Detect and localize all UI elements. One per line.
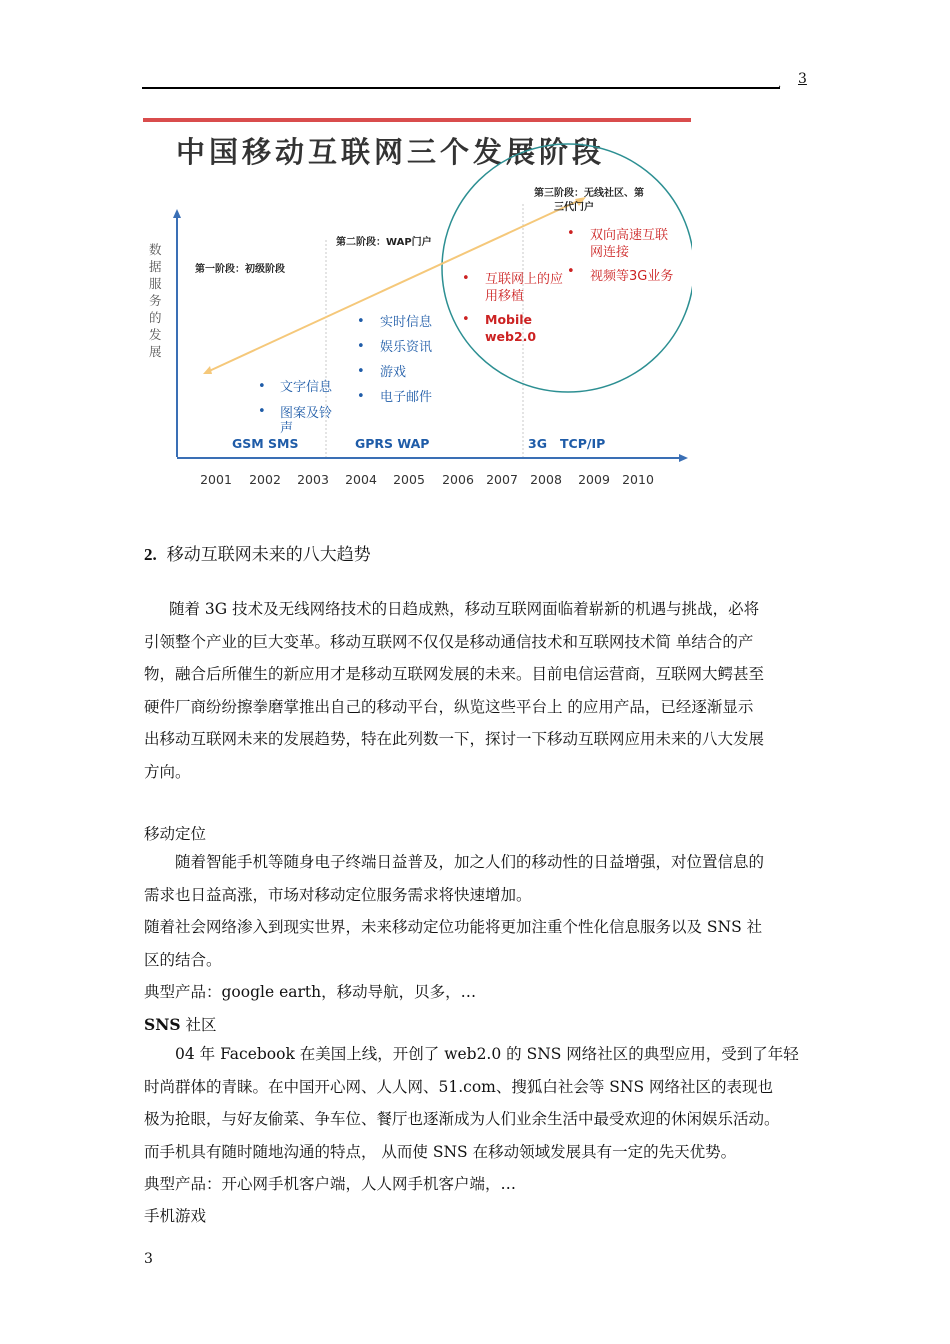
bullet-dot: • (462, 271, 470, 286)
games-heading: 手机游戏 (144, 1207, 207, 1225)
intro-line: 出移动互联网未来的发展趋势，特在此列数一下，探讨一下移动互联网应用未来的八大发展 (144, 730, 765, 749)
y-label-char: 数 (149, 242, 162, 257)
bullet-item: 双向高速互联 (590, 228, 669, 243)
bullet-dot: • (357, 339, 365, 354)
y-label-char: 的 (149, 310, 162, 325)
y-axis-arrow (173, 209, 181, 218)
bullet-item: 声 (280, 421, 294, 436)
year-label: 2003 (297, 472, 329, 487)
bullet-dot: • (462, 312, 470, 327)
intro-line: 硬件厂商纷纷擦拳磨掌推出自己的移动平台，纵览这些平台上 的应用产品，已经逐渐显示 (144, 697, 754, 716)
year-label: 2001 (200, 472, 232, 487)
y-axis-label (149, 242, 162, 359)
y-label-char: 务 (149, 293, 162, 308)
header-page-number: 3 (798, 71, 807, 87)
y-label-char: 发 (149, 327, 162, 342)
bullet-item: 文字信息 (280, 380, 333, 395)
section-title (144, 540, 371, 565)
sns-line: 极为抢眼，与好友偷菜、争车位、餐厅也逐渐成为人们业余生活中最受欢迎的休闲娱乐活动。 (144, 1110, 780, 1129)
intro-line: 物，融合后所催生的新应用才是移动互联网发展的未来。目前电信运营商，互联网大鳄甚至 (144, 665, 765, 684)
bullet-item: 网连接 (590, 245, 630, 260)
bullet-dot: • (357, 389, 365, 404)
sns-heading-bold: SNS (144, 1015, 181, 1034)
location-line: 随着智能手机等随身电子终端日益普及，加之人们的移动性的日益增强，对位置信息的 (175, 853, 765, 871)
y-label-char: 据 (149, 259, 162, 274)
sns-line: 时尚群体的青睐。在中国开心网、人人网、51.com、搜狐白社会等 SNS 网络社区的表现也 (144, 1077, 774, 1096)
bullet-dot: • (258, 379, 266, 394)
location-paragraph (144, 846, 808, 1009)
tech-label: GSM SMS (232, 436, 299, 451)
stage-three-label: 第三阶段：无线社区、第 (534, 188, 644, 199)
stage-three-label: 三代门户 (554, 202, 594, 213)
tech-label: 3G TCP/IP (528, 436, 606, 451)
bullet-dot: • (357, 364, 365, 379)
location-heading: 移动定位 (144, 825, 207, 843)
bullet-item: web2.0 (485, 329, 537, 344)
intro-line: 随着 3G 技术及无线网络技术的日趋成熟，移动互联网面临着崭新的机遇与挑战，必将 (169, 600, 760, 618)
y-label-char: 服 (149, 276, 162, 291)
y-label-char: 展 (149, 344, 162, 359)
bullet-item: 用移植 (485, 289, 525, 304)
bullet-dot: • (357, 314, 365, 329)
year-label: 2006 (442, 472, 474, 487)
sns-line: 04 年 Facebook 在美国上线，开创了 web2.0 的 SNS 网络社区的典型应用，受到了年轻 (175, 1045, 799, 1063)
footer-page-number: 3 (144, 1251, 153, 1267)
bullet-item: 游戏 (380, 365, 407, 380)
intro-line: 引领整个产业的巨大变革。移动互联网不仅仅是移动通信技术和互联网技术简 单结合的产 (144, 632, 754, 651)
year-label: 2010 (622, 472, 654, 487)
year-label: 2009 (578, 472, 610, 487)
year-label: 2005 (393, 472, 425, 487)
year-label: 2004 (345, 472, 377, 487)
sns-line: 典型产品：开心网手机客户端，人人网手机客户端，… (144, 1175, 517, 1194)
bullet-item: 视频等3G业务 (590, 269, 674, 284)
sns-line: 而手机具有随时随地沟通的特点， 从而使 SNS 在移动领域发展具有一定的先天优势。 (144, 1142, 737, 1161)
stage-two-label: 第二阶段：WAP门户 (336, 237, 432, 248)
bullet-item: 图案及铃 (280, 406, 333, 421)
year-label: 2002 (249, 472, 281, 487)
bullet-dot: • (258, 404, 266, 419)
sns-heading-rest: 社区 (180, 1016, 217, 1034)
section-title-text: 移动互联网未来的八大趋势 (166, 545, 371, 565)
header-dot: . (778, 79, 782, 90)
bullet-dot: • (567, 264, 575, 279)
x-axis-arrow (679, 454, 688, 462)
stages-figure (140, 112, 692, 497)
bullet-item: 互联网上的应 (485, 272, 564, 287)
figure-title: 中国移动互联网三个发展阶段 (176, 135, 606, 169)
bullet-dot: • (567, 226, 575, 241)
location-line: 随着社会网络渗入到现实世界，未来移动定位功能将更加注重个性化信息服务以及 SNS 社 (144, 918, 763, 937)
section-number: 2. (144, 545, 157, 564)
bullet-item: 实时信息 (380, 315, 433, 330)
location-line: 需求也日益高涨，市场对移动定位服务需求将快速增加。 (144, 885, 532, 904)
year-label: 2007 (486, 472, 518, 487)
bullet-item: Mobile (485, 312, 533, 327)
intro-line: 方向。 (144, 762, 191, 781)
tech-label: GPRS WAP (355, 436, 430, 451)
sns-heading (144, 1013, 217, 1035)
stage-one-label: 第一阶段：初级阶段 (195, 264, 285, 275)
year-label: 2008 (530, 472, 562, 487)
location-line: 典型产品：google earth，移动导航，贝多，… (144, 983, 477, 1002)
header-rule (142, 87, 780, 89)
intro-paragraph (144, 593, 808, 789)
location-line: 区的结合。 (144, 950, 222, 969)
sns-paragraph (144, 1038, 808, 1201)
bullet-item: 娱乐资讯 (380, 340, 433, 355)
figure-top-band (143, 118, 691, 122)
trend-arrow-start (203, 366, 212, 374)
bullet-item: 电子邮件 (380, 390, 433, 405)
